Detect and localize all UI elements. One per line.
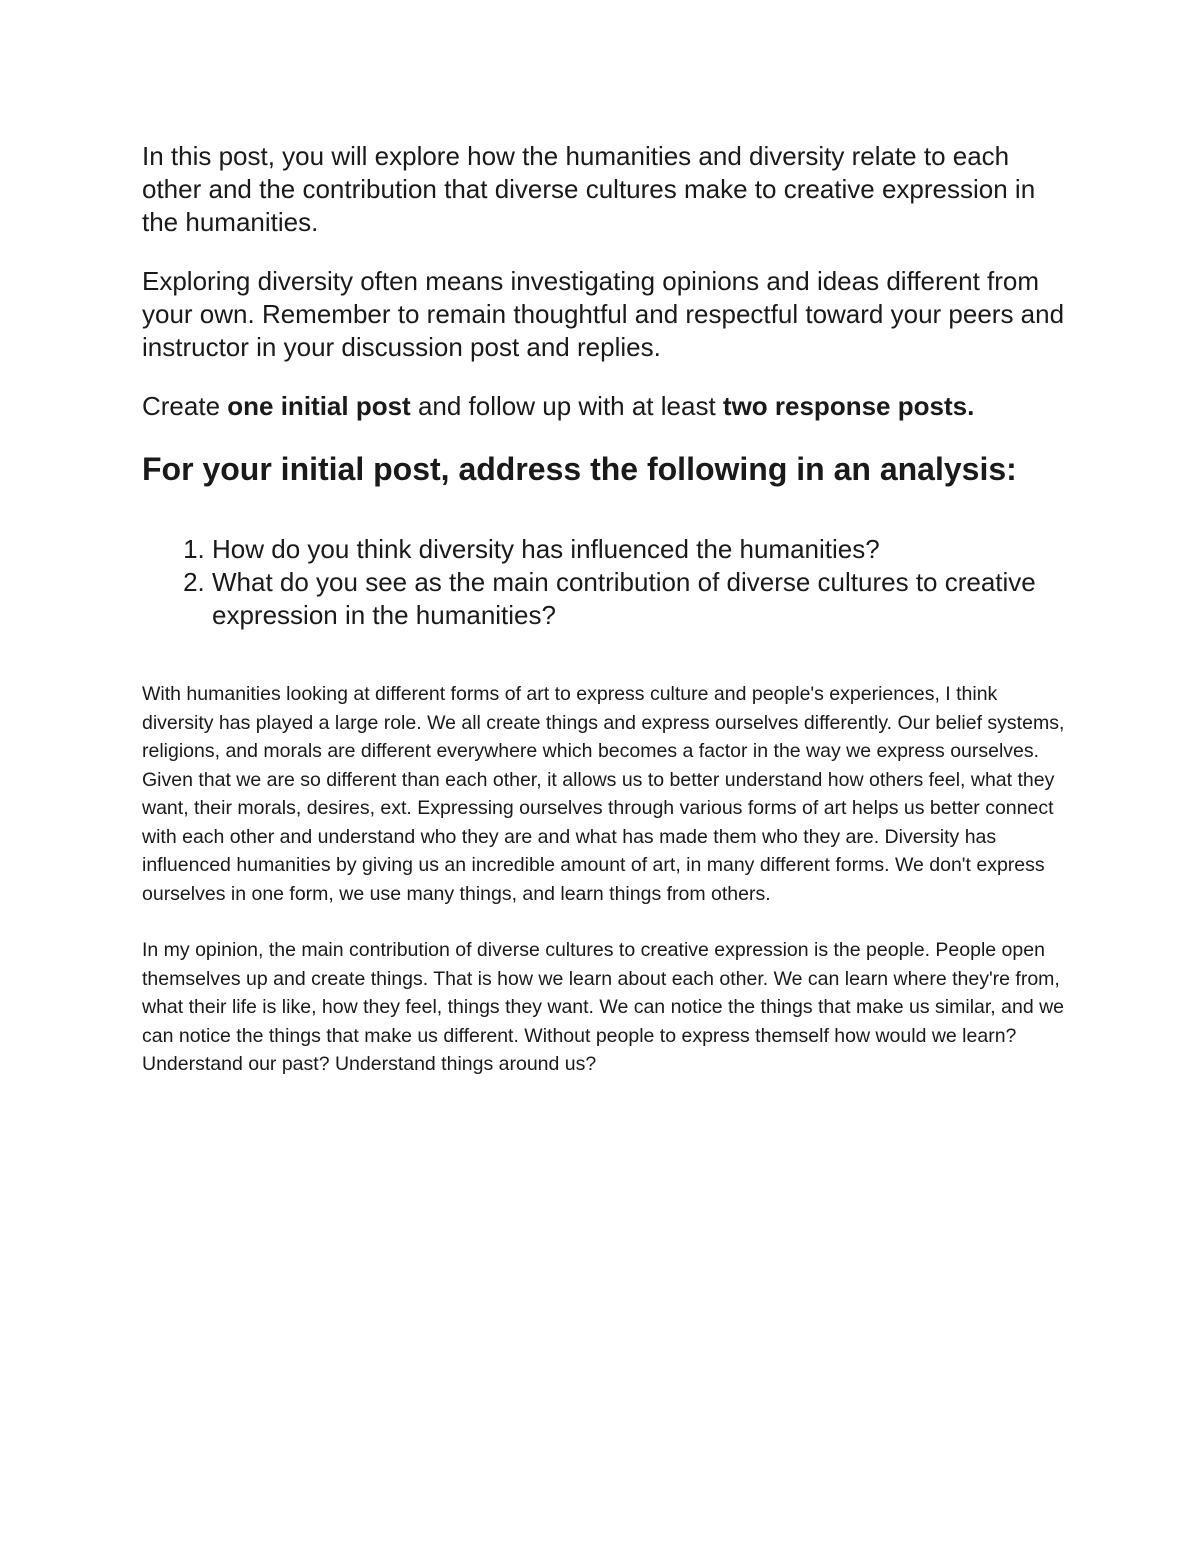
answer-paragraph-1: With humanities looking at different forms of art to express culture and people's experiences, I think diversity has played a large role. We all create things and express ourselves differently. Our belief systems, religions, and morals are different everywhere which becomes a factor in the way we express ourselves. Given that we are so different than each other, it allows us to better understand how others feel, what they want, their morals, desires, ext. Expressing ourselves through various forms of art helps us better connect with each other and understand who they are and what has made them who they are. Diversity has influenced humanities by giving us an incredible amount of art, in many different forms. We don't express ourselves in one form, we use many things, and learn things from others. (142, 683, 1065, 905)
answer-paragraph-2: In my opinion, the main contribution of diverse cultures to creative expression is the people. People open themselves up and create things. That is how we learn about each other. We can learn where they're from, what their life is like, how they feel, things they want. We can notice the things that make us similar, and we can notice the things that make us different. Without people to express themself how would we learn? Understand our past? Understand things around us? (142, 939, 1065, 1075)
intro-paragraph-2: Exploring diversity often means investigating opinions and ideas different from your own. Remember to remain thoughtful and respectful toward your peers and instructor in your discussion post and replies. (142, 266, 1065, 362)
prompt-intro (142, 140, 1072, 423)
question-item-1: 1. How do you think diversity has influenced the humanities? (212, 533, 1072, 566)
intro-paragraph-1: In this post, you will explore how the humanities and diversity relate to each other and the contribution that diverse cultures make to creative expression in the humanities. (142, 141, 1036, 237)
intro-text-part-2: and follow up with at least (410, 391, 723, 421)
document-page (142, 140, 1072, 1107)
intro-bold-initial-post: one initial post (227, 391, 411, 421)
answer-body (142, 680, 1072, 1079)
intro-text-part-1: Create (142, 391, 228, 421)
question-item-2: 2. What do you see as the main contribution of diverse cultures to creative expression in the humanities? (212, 566, 1072, 632)
question-list (142, 533, 1072, 632)
section-heading: For your initial post, address the following in an analysis: (142, 451, 1017, 487)
intro-paragraph-3 (142, 390, 1072, 423)
intro-bold-response-posts: two response posts. (722, 391, 975, 421)
